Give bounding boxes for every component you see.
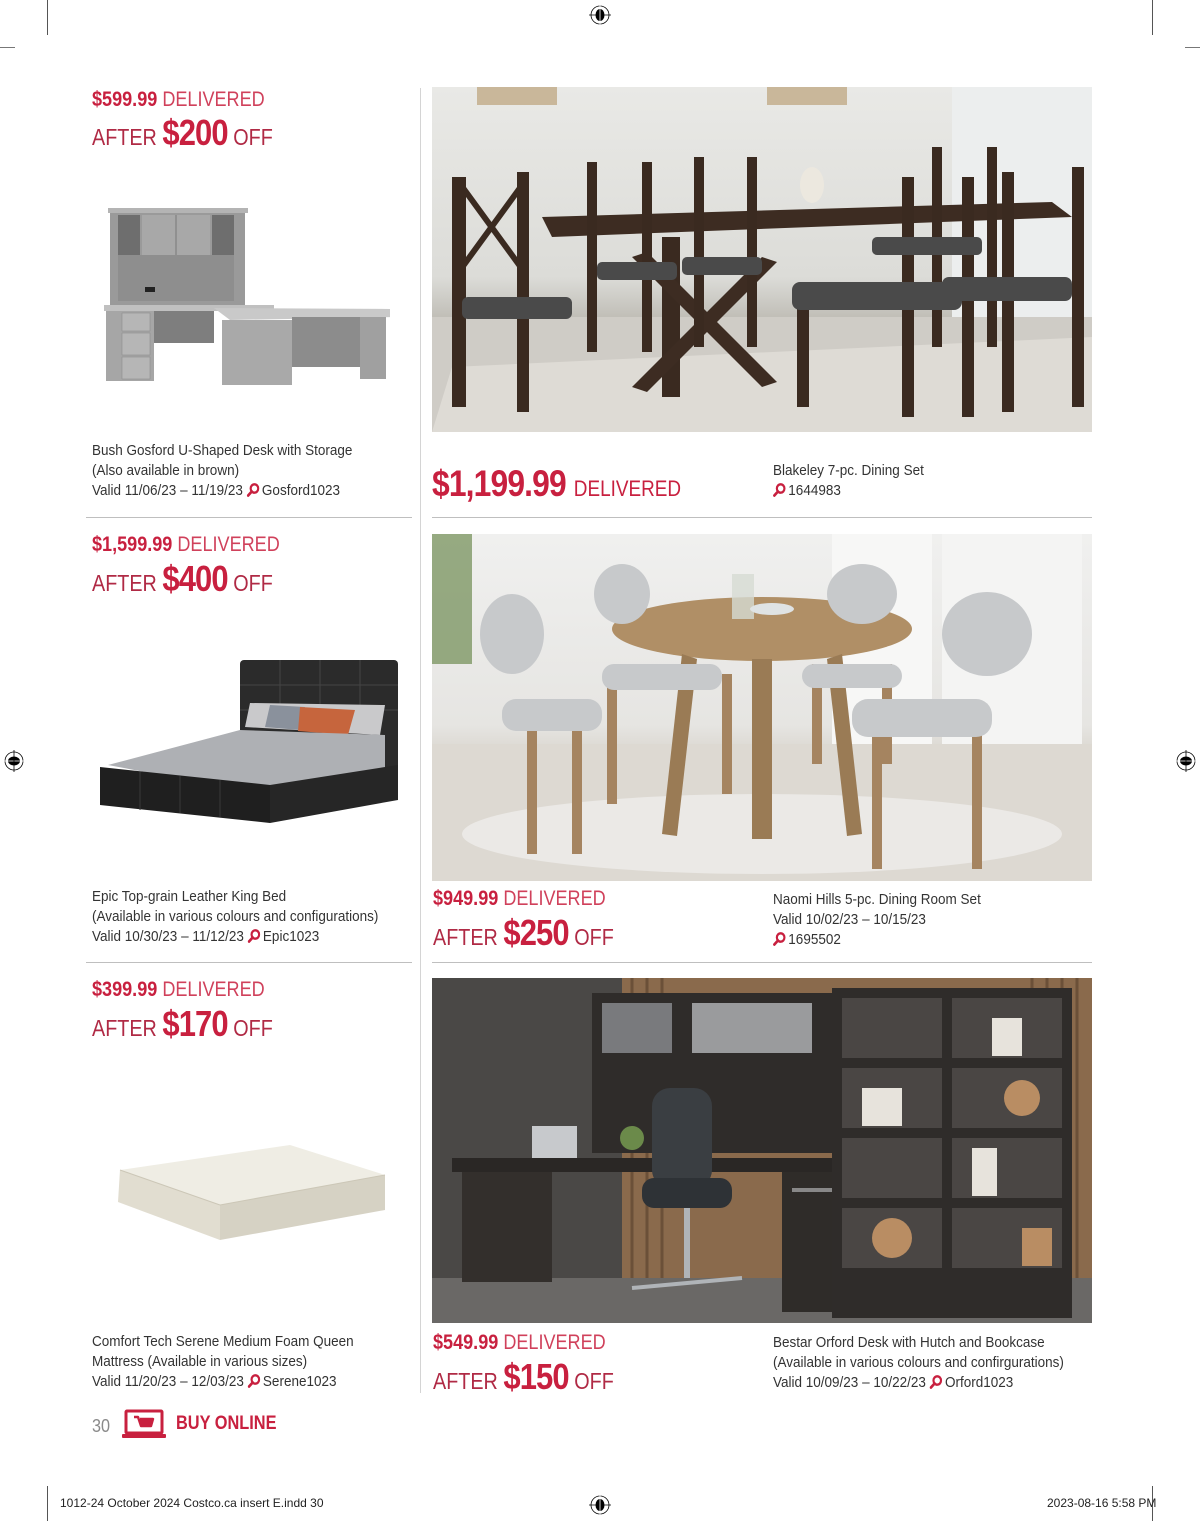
off-label: OFF xyxy=(233,570,273,596)
discount-amount: $200 xyxy=(162,112,228,153)
product-name: Epic Top-grain Leather King Bed xyxy=(92,888,287,905)
off-label: OFF xyxy=(233,124,273,150)
search-line xyxy=(773,481,841,501)
discount-amount: $150 xyxy=(503,1356,569,1397)
page-number: 30 xyxy=(92,1416,111,1436)
buy-online-link[interactable] xyxy=(122,1409,293,1439)
buy-online-label: BUY ONLINE xyxy=(176,1413,277,1434)
section-divider xyxy=(432,517,1092,518)
discount-amount: $170 xyxy=(162,1003,228,1044)
mattress-image xyxy=(110,1140,390,1245)
registration-mark-icon xyxy=(3,750,25,772)
crop-mark xyxy=(47,1486,48,1521)
product-name: Bestar Orford Desk with Hutch and Bookcase xyxy=(773,1334,1045,1351)
search-icon xyxy=(248,1374,261,1388)
price: $1,599.99 xyxy=(92,533,173,556)
discount-amount: $400 xyxy=(162,558,228,599)
discount-line xyxy=(92,114,273,156)
search-icon xyxy=(248,929,261,943)
crop-mark xyxy=(47,0,48,35)
search-icon xyxy=(247,483,260,497)
price-label: DELIVERED xyxy=(503,1331,606,1354)
valid-dates: Valid 10/09/23 – 10/22/23 xyxy=(773,1374,926,1391)
off-label: OFF xyxy=(574,924,614,950)
section-divider xyxy=(86,517,412,518)
search-code[interactable]: Orford1023 xyxy=(944,1374,1014,1391)
product-name: Comfort Tech Serene Medium Foam Queen xyxy=(92,1333,354,1350)
dining-set-image xyxy=(432,87,1092,432)
discount-amount: $250 xyxy=(503,912,569,953)
price-line xyxy=(92,88,265,112)
valid-dates: Valid 10/02/23 – 10/15/23 xyxy=(773,911,926,928)
price-label: DELIVERED xyxy=(162,978,265,1001)
discount-line xyxy=(433,1358,614,1400)
valid-line xyxy=(773,1373,1013,1393)
registration-mark-icon xyxy=(589,4,611,26)
column-divider xyxy=(420,88,421,1393)
office-desk-hutch-image xyxy=(432,978,1092,1323)
search-icon xyxy=(930,1375,943,1389)
search-icon xyxy=(773,483,786,497)
search-code[interactable]: 1644983 xyxy=(788,482,841,499)
off-label: OFF xyxy=(233,1015,273,1041)
after-label: AFTER xyxy=(92,570,157,596)
valid-line xyxy=(92,481,340,501)
price-line xyxy=(92,978,265,1002)
after-label: AFTER xyxy=(92,124,157,150)
product-name: Naomi Hills 5-pc. Dining Room Set xyxy=(773,891,981,908)
search-icon xyxy=(773,932,786,946)
search-line xyxy=(773,930,841,950)
price: $599.99 xyxy=(92,88,158,111)
price: $1,199.99 xyxy=(432,463,566,504)
after-label: AFTER xyxy=(92,1015,157,1041)
slug-timestamp: 2023-08-16 5:58 PM xyxy=(1047,1496,1157,1510)
product-name: Blakeley 7-pc. Dining Set xyxy=(773,462,924,479)
crop-mark xyxy=(1185,47,1200,48)
after-label: AFTER xyxy=(433,1368,498,1394)
search-code[interactable]: Gosford1023 xyxy=(261,482,340,499)
valid-dates: Valid 10/30/23 – 11/12/23 xyxy=(92,928,244,945)
product-note: (Available in various colours and configurations) xyxy=(92,908,379,925)
discount-line xyxy=(92,1005,273,1047)
price-label: DELIVERED xyxy=(177,533,280,556)
crop-mark xyxy=(0,47,15,48)
section-divider xyxy=(432,962,1092,963)
valid-dates: Valid 11/20/23 – 12/03/23 xyxy=(92,1373,244,1390)
registration-mark-icon xyxy=(1175,750,1197,772)
valid-dates: Valid 11/06/23 – 11/19/23 xyxy=(92,482,243,499)
round-dining-set-image xyxy=(432,534,1092,881)
price-label: DELIVERED xyxy=(162,88,265,111)
after-label: AFTER xyxy=(433,924,498,950)
king-bed-image xyxy=(100,655,405,825)
valid-line xyxy=(92,927,319,947)
price-line xyxy=(433,1331,606,1355)
price-line xyxy=(433,887,606,911)
section-divider xyxy=(86,962,412,963)
registration-mark-icon xyxy=(589,1494,611,1516)
product-note: (Also available in brown) xyxy=(92,462,240,479)
price-label: DELIVERED xyxy=(573,476,682,501)
price-line xyxy=(432,464,681,509)
product-name: Bush Gosford U-Shaped Desk with Storage xyxy=(92,442,353,459)
valid-line xyxy=(92,1372,337,1392)
price-label: DELIVERED xyxy=(503,887,606,910)
slug-filename: 1012-24 October 2024 Costco.ca insert E.indd 30 xyxy=(60,1496,324,1510)
search-code[interactable]: 1695502 xyxy=(788,931,841,948)
price: $549.99 xyxy=(433,1331,499,1354)
discount-line xyxy=(92,560,273,602)
price-line xyxy=(92,533,280,557)
crop-mark xyxy=(1152,0,1153,35)
u-shaped-desk-image xyxy=(100,205,390,385)
search-code[interactable]: Epic1023 xyxy=(262,928,320,945)
off-label: OFF xyxy=(574,1368,614,1394)
discount-line xyxy=(433,914,614,956)
price: $399.99 xyxy=(92,978,158,1001)
laptop-cart-icon xyxy=(122,1409,166,1439)
product-note: (Available in various colours and confirgurations) xyxy=(773,1354,1064,1371)
search-code[interactable]: Serene1023 xyxy=(262,1373,337,1390)
price: $949.99 xyxy=(433,887,499,910)
product-note: Mattress (Available in various sizes) xyxy=(92,1353,308,1370)
